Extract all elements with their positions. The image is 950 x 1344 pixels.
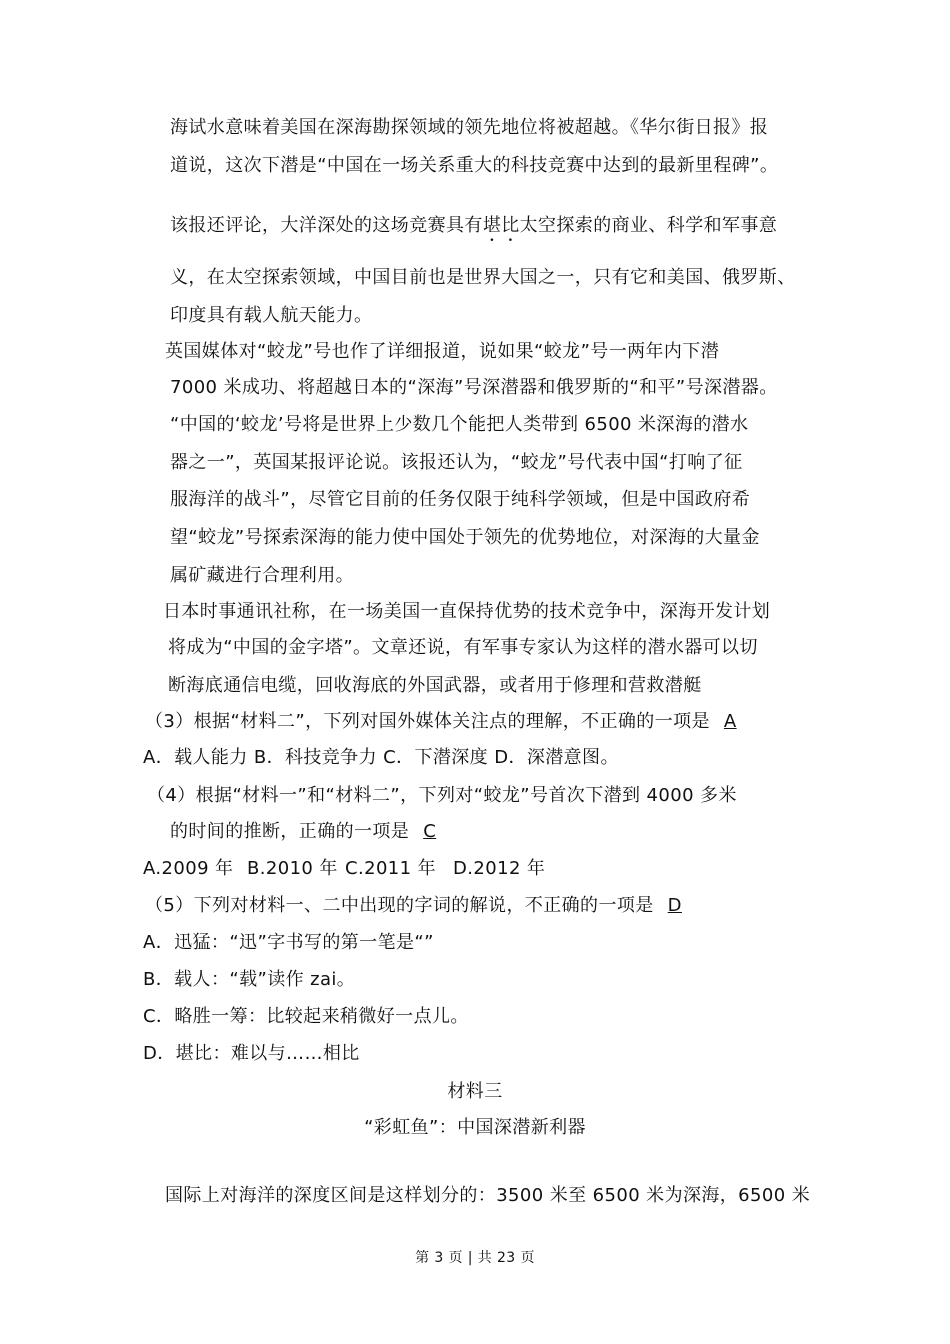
paragraph-line: 断海底通信电缆，回收海底的外国武器，或者用于修理和营救潜艇 <box>168 675 702 696</box>
question-5-option: C．略胜一筹：比较起来稍微好一点儿。 <box>143 1006 469 1027</box>
question-stem: 的时间的推断，正确的一项是 <box>170 821 410 842</box>
page-footer: 第 3 页 | 共 23 页 <box>415 1250 535 1266</box>
answer: C <box>423 821 437 842</box>
paragraph-line: 道说，这次下潜是“中国在一场关系重大的科技竞赛中达到的最新里程碑”。 <box>170 155 779 176</box>
question-5 <box>145 894 682 918</box>
option: B.2010 年 <box>247 858 338 879</box>
paragraph-line: 望“蛟龙”号探索深海的能力使中国处于领先的优势地位，对深海的大量金 <box>170 527 760 548</box>
paragraph-line: 国际上对海洋的深度区间是这样划分的：3500 米至 6500 米为深海，6500 米 <box>165 1185 811 1206</box>
question-5-option: A．迅猛：“迅”字书写的第一笔是“” <box>143 932 434 953</box>
question-5-option: D．堪比：难以与……相比 <box>143 1043 360 1064</box>
option: C.2011 年 <box>345 858 437 879</box>
option: D.2012 年 <box>453 858 546 879</box>
emphasized-word: 堪比 <box>482 215 520 236</box>
answer: A <box>723 711 737 732</box>
paragraph-line: “中国的‘蛟龙’号将是世界上少数几个能把人类带到 6500 米深海的潜水 <box>170 414 749 435</box>
question-3 <box>145 710 737 734</box>
paragraph-line: 海试水意味着美国在深海勘探领域的领先地位将被超越。《华尔街日报》报 <box>170 117 769 138</box>
question-stem: （3）根据“材料二”，下列对国外媒体关注点的理解，不正确的一项是 <box>145 711 710 732</box>
paragraph-line: 器之一”，英国某报评论说。该报还认为，“蛟龙”号代表中国“打响了征 <box>170 452 743 473</box>
paragraph-line: 服海洋的战斗”，尽管它目前的任务仅限于纯科学领域，但是中国政府希 <box>170 489 751 510</box>
option: A.2009 年 <box>143 858 234 879</box>
paragraph-line: 将成为“中国的金字塔”。文章还说，有军事专家认为这样的潜水器可以切 <box>168 637 758 658</box>
paragraph-line: 7000 米成功、将超越日本的“深海”号深潜器和俄罗斯的“和平”号深潜器。 <box>170 377 778 398</box>
paragraph-line: 义，在太空探索领域，中国目前也是世界大国之一，只有它和美国、俄罗斯、 <box>170 267 796 288</box>
paragraph-line: 英国媒体对“蛟龙”号也作了详细报道，说如果“蛟龙”号一两年内下潜 <box>165 341 720 362</box>
paragraph-line: 属矿藏进行合理利用。 <box>170 565 354 586</box>
section-title: “彩虹鱼”：中国深潜新利器 <box>364 1117 586 1138</box>
answer: D <box>667 895 682 916</box>
section-heading: 材料三 <box>447 1081 503 1102</box>
text: 太空探索的商业、科学和军事意 <box>519 215 778 236</box>
paragraph-line: 日本时事通讯社称，在一场美国一直保持优势的技术竞争中，深海开发计划 <box>163 601 771 622</box>
question-5-option: B．载人：“载”读作 zai。 <box>143 969 356 990</box>
question-4: （4）根据“材料一”和“材料二”，下列对“蛟龙”号首次下潜到 4000 多米 <box>147 785 737 806</box>
question-stem: （5）下列对材料一、二中出现的字词的解说，不正确的一项是 <box>145 895 654 916</box>
text: 该报还评论，大洋深处的这场竞赛具有 <box>170 215 483 236</box>
question-3-options: A．载人能力 B．科技竞争力 C．下潜深度 D．深潜意图。 <box>143 747 619 768</box>
paragraph-line <box>170 214 777 246</box>
question-4-line2 <box>170 820 436 844</box>
paragraph-line: 印度具有载人航天能力。 <box>170 305 373 326</box>
